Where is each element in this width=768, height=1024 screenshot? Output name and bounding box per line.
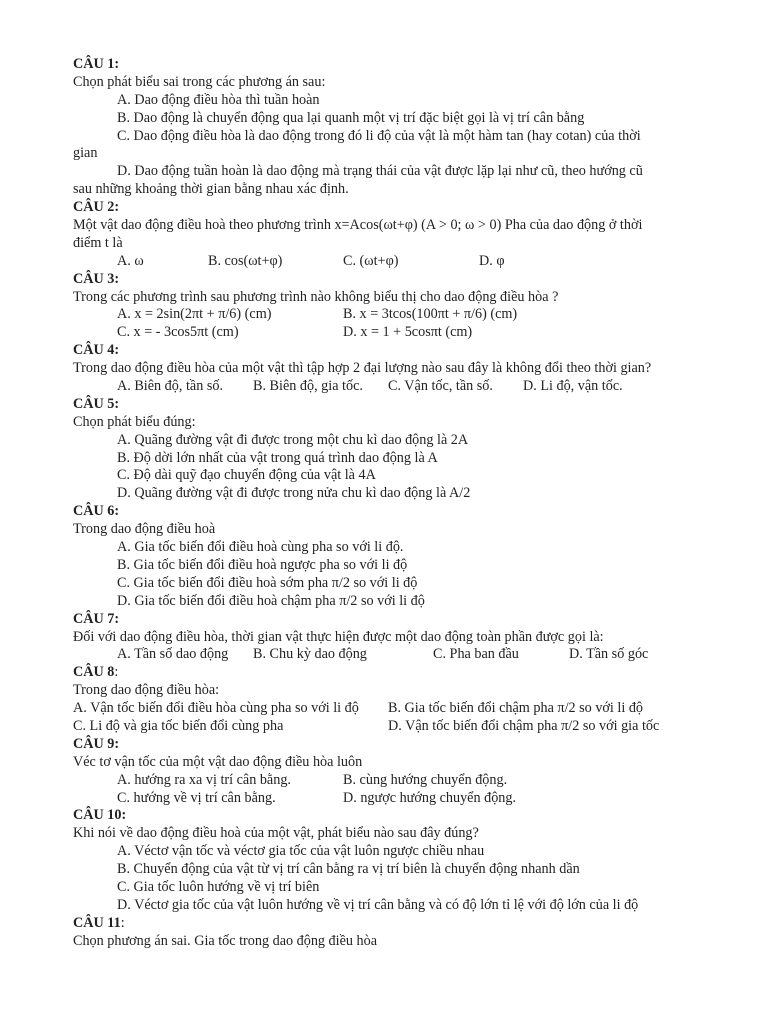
question-6-option-d: D. Gia tốc biến đổi điều hoà chậm pha π/2 so với li độ	[117, 592, 425, 609]
question-8-options-row-1	[0, 700, 768, 718]
question-2-options	[0, 253, 768, 271]
question-2-option-a: A. ω	[117, 252, 144, 269]
question-5-option-a: A. Quãng đường vật đi được trong một chu kì dao động là 2A	[117, 431, 469, 448]
question-3-stem: Trong các phương trình sau phương trình nào không biểu thị cho dao động điều hòa ?	[73, 288, 559, 305]
question-6-stem: Trong dao động điều hoà	[73, 521, 216, 538]
question-7-options	[0, 646, 768, 664]
question-1-title: CÂU 1:	[73, 56, 120, 72]
question-10-option-b: B. Chuyển động của vật từ vị trí cân bằng ra vị trí biên là chuyển động nhanh dần	[117, 861, 580, 878]
question-3-option-c: C. x = - 3cos5πt (cm)	[117, 324, 239, 341]
question-9-option-c: C. hướng về vị trí cân bằng.	[117, 789, 276, 806]
question-6-option-a: A. Gia tốc biến đổi điều hoà cùng pha so với li độ.	[117, 539, 404, 556]
question-5-option-c: C. Độ dài quỹ đạo chuyển động của vật là 4A	[117, 467, 376, 484]
question-10-option-a: A. Véctơ vận tốc và véctơ gia tốc của vật luôn ngược chiều nhau	[117, 843, 485, 860]
question-9-option-a: A. hướng ra xa vị trí cân bằng.	[117, 771, 291, 788]
question-3-option-d: D. x = 1 + 5cosπt (cm)	[343, 324, 473, 341]
question-11-title-colon: :	[120, 914, 125, 931]
question-1-option-d: D. Dao động tuần hoàn là dao động mà trạng thái của vật được lặp lại như cũ, theo hướng cũ	[117, 163, 643, 180]
question-9-title: CÂU 9:	[73, 735, 120, 752]
question-11-stem: Chọn phương án sai. Gia tốc trong dao động điều hòa	[73, 932, 378, 949]
question-7-title: CÂU 7:	[73, 610, 120, 627]
question-4-option-c: C. Vận tốc, tần số.	[388, 378, 493, 395]
question-9-options-row-2	[0, 790, 768, 808]
question-4-option-b: B. Biên độ, gia tốc.	[253, 378, 363, 395]
question-5-stem: Chọn phát biểu đúng:	[73, 413, 196, 430]
question-8-title-colon: :	[114, 664, 119, 681]
document-page	[0, 56, 768, 951]
question-7-stem: Đối với dao động điều hòa, thời gian vật thực hiện được một dao động toàn phần được gọi là:	[73, 628, 604, 645]
question-9-options-row-1	[0, 772, 768, 790]
question-9-option-b: B. cùng hướng chuyển động.	[343, 771, 508, 788]
question-2-option-d: D. φ	[479, 252, 505, 269]
question-6-option-c: C. Gia tốc biến đổi điều hoà sớm pha π/2 so với li độ	[117, 574, 418, 591]
question-1-option-c-continued: gian	[73, 145, 98, 162]
question-5-title: CÂU 5:	[73, 395, 120, 412]
question-2-option-c: C. (ωt+φ)	[343, 252, 399, 269]
question-10-stem: Khi nói về dao động điều hoà của một vật, phát biểu nào sau đây đúng?	[73, 825, 479, 842]
question-10-option-d: D. Véctơ gia tốc của vật luôn hướng về vị trí cân bằng và có độ lớn tỉ lệ với độ lớn của li độ	[117, 896, 639, 913]
question-3-option-b: B. x = 3tcos(100πt + π/6) (cm)	[343, 306, 518, 323]
question-10-title: CÂU 10:	[73, 807, 127, 824]
question-2-stem-continued: điểm t là	[73, 234, 123, 251]
question-4-stem: Trong dao động điều hòa của một vật thì tập hợp 2 đại lượng nào sau đây là không đổi theo thời gian?	[73, 360, 652, 377]
question-11-title-line	[0, 915, 768, 933]
question-8-stem: Trong dao động điều hòa:	[73, 682, 220, 699]
question-8-options-row-2	[0, 718, 768, 736]
question-8-option-b: B. Gia tốc biến đổi chậm pha π/2 so với li độ	[388, 700, 644, 717]
question-3-options-row-1	[0, 306, 768, 324]
question-7-option-b: B. Chu kỳ dao động	[253, 646, 367, 663]
question-6-title: CÂU 6:	[73, 503, 120, 520]
question-7-option-c: C. Pha ban đầu	[433, 646, 519, 663]
question-4-title: CÂU 4:	[73, 342, 120, 359]
question-3-option-a: A. x = 2sin(2πt + π/6) (cm)	[117, 306, 272, 323]
question-8-option-a: A. Vận tốc biến đổi điều hòa cùng pha so với li độ	[73, 700, 359, 717]
question-2-stem: Một vật dao động điều hoà theo phương trình x=Acos(ωt+φ) (A > 0; ω > 0) Pha của dao động ở thời	[73, 217, 643, 234]
question-8-option-d: D. Vận tốc biến đổi chậm pha π/2 so với gia tốc	[388, 717, 660, 734]
question-7-option-a: A. Tần số dao động	[117, 646, 229, 663]
question-3-title: CÂU 3:	[73, 270, 120, 287]
question-7-option-d: D. Tần số góc	[569, 646, 649, 663]
question-1-option-a: A. Dao động điều hòa thì tuần hoàn	[117, 91, 320, 108]
question-3-options-row-2	[0, 324, 768, 342]
question-5-option-b: B. Độ dời lớn nhất của vật trong quá trình dao động là A	[117, 449, 438, 466]
question-9-stem: Véc tơ vận tốc của một vật dao động điều hòa luôn	[73, 753, 363, 770]
question-10-option-c: C. Gia tốc luôn hướng về vị trí biên	[117, 878, 320, 895]
question-4-options	[0, 378, 768, 396]
question-4-option-d: D. Li độ, vận tốc.	[523, 378, 623, 395]
question-1-stem: Chọn phát biểu sai trong các phương án sau:	[73, 73, 326, 90]
question-8-title-line	[0, 664, 768, 682]
question-11-title: CÂU 11	[73, 914, 121, 931]
question-8-option-c: C. Li độ và gia tốc biến đổi cùng pha	[73, 717, 284, 734]
question-6-option-b: B. Gia tốc biến đổi điều hoà ngược pha so với li độ	[117, 556, 408, 573]
question-5-option-d: D. Quãng đường vật đi được trong nửa chu kì dao động là A/2	[117, 485, 471, 502]
question-8-title: CÂU 8	[73, 664, 115, 681]
question-9-option-d: D. ngược hướng chuyển động.	[343, 789, 517, 806]
question-4-option-a: A. Biên độ, tần số.	[117, 378, 224, 395]
question-2-option-b: B. cos(ωt+φ)	[208, 252, 283, 269]
question-1-option-d-continued: sau những khoảng thời gian bằng nhau xác định.	[73, 181, 349, 198]
question-1-option-c: C. Dao động điều hòa là dao động trong đó li độ của vật là một hàm tan (hay cotan) của thời	[117, 127, 641, 144]
question-2-title: CÂU 2:	[73, 199, 120, 216]
question-1-option-b: B. Dao động là chuyển động qua lại quanh một vị trí đặc biệt gọi là vị trí cân bằng	[117, 109, 585, 126]
